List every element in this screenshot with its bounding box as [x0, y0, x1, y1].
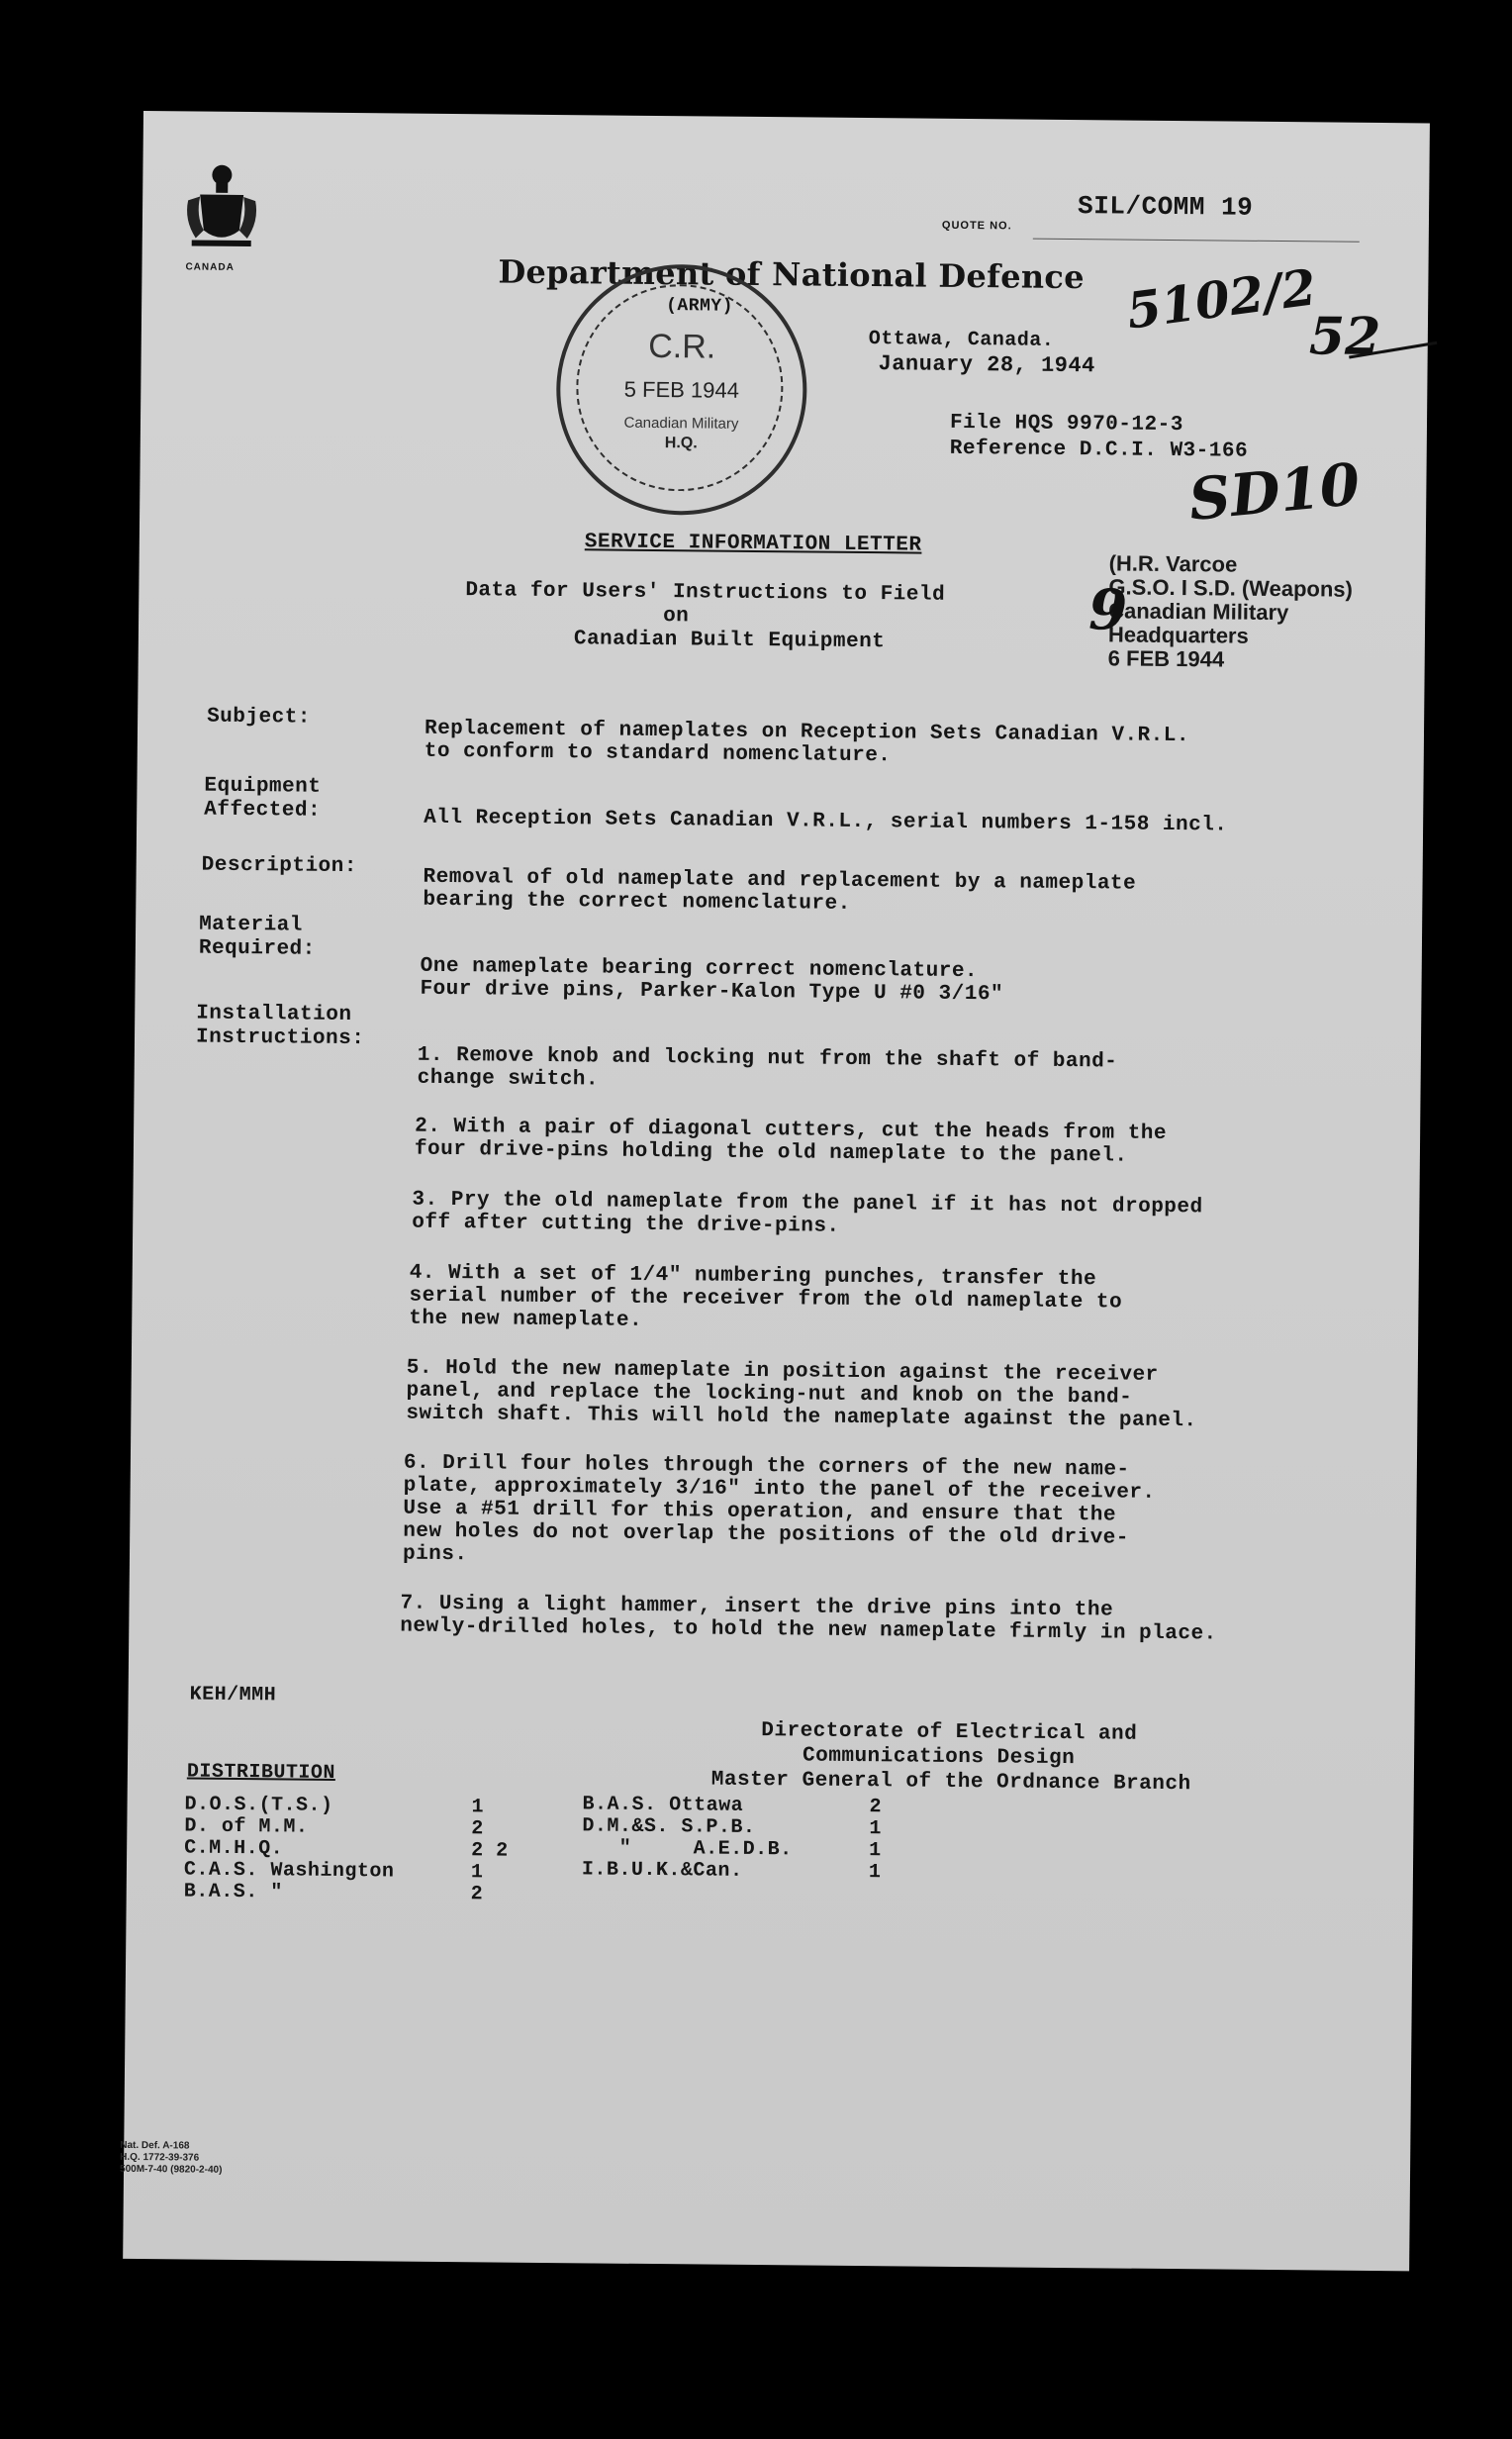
distribution-quantity: 1	[868, 1861, 882, 1885]
distribution-recipient: D. of M.M.	[184, 1814, 309, 1839]
instruction-step-6: 6. Drill four holes through the corners of the new name- plate, approximately 3/16" into the panel of the receiver. Use a #51 drill for this operation, and ensure that the new holes do not overlap the positions of the old drive- pins.	[402, 1451, 1156, 1567]
country-label: CANADA	[185, 261, 235, 273]
department-name: Department of National Defence	[498, 252, 1086, 297]
form-footer-line-2: H.Q. 1772-39-376	[120, 2151, 200, 2164]
form-footer-line-3: 500M-7-40 (9820-2-40)	[119, 2163, 223, 2176]
office-stamp-line-5: 6 FEB 1944	[1107, 645, 1225, 672]
received-stamp	[555, 263, 807, 516]
received-stamp-title: C.R.	[648, 327, 716, 366]
handwritten-number-2: 52	[1308, 306, 1381, 368]
instruction-step-3: 3. Pry the old nameplate from the panel if it has not dropped off after cutting the drive-pins.	[412, 1188, 1203, 1238]
office-stamp	[1108, 551, 1426, 673]
letter-date: January 28, 1944	[878, 351, 1095, 379]
distribution-left-list	[184, 1794, 531, 1905]
document-page	[119, 111, 1430, 2271]
place: Ottawa, Canada.	[868, 328, 1055, 352]
title-line-1: Data for Users' Instructions to Field	[465, 579, 946, 607]
instruction-step-2: 2. With a pair of diagonal cutters, cut the heads from the four drive-pins holding the old nameplate to the panel.	[414, 1115, 1168, 1168]
distribution-quantity: 1	[869, 1817, 882, 1841]
received-stamp-hq: H.Q.	[664, 435, 698, 452]
coat-of-arms-icon	[182, 160, 262, 260]
handwritten-number-4: 9	[1087, 577, 1128, 643]
distribution-recipient: B.A.S. "	[183, 1880, 283, 1904]
signature-line-3: Master General of the Ordnance Branch	[710, 1768, 1191, 1797]
instruction-step-5: 5. Hold the new nameplate in position against the receiver panel, and replace the locking-nut and knob on the band- switch shaft. This will hold the nameplate against the panel.	[406, 1356, 1197, 1433]
distribution-heading: DISTRIBUTION	[186, 1760, 336, 1785]
quote-rule	[1033, 239, 1360, 243]
distribution-quantity: 1	[869, 1839, 882, 1863]
letter-heading: SERVICE INFORMATION LETTER	[584, 531, 922, 557]
field-label-installation: Installation Instructions:	[195, 1002, 365, 1051]
field-text-description: Removal of old nameplate and replacement by a nameplate bearing the correct nomenclature.	[423, 865, 1137, 916]
field-label-equipment: Equipment Affected:	[204, 774, 322, 823]
handwritten-number-3: SD10	[1185, 449, 1364, 535]
distribution-recipient: C.A.S. Washington	[183, 1858, 395, 1884]
distribution-recipient: B.A.S. Ottawa	[582, 1793, 744, 1817]
office-stamp-line-2: G.S.O. I S.D. (Weapons)	[1108, 574, 1354, 602]
distribution-recipient: I.B.U.K.&Can.	[581, 1858, 743, 1883]
received-stamp-date: 5 FEB 1944	[623, 376, 740, 403]
distribution-quantity: 2	[470, 1883, 484, 1906]
typist-initials: KEH/MMH	[189, 1683, 277, 1707]
distribution-row	[582, 1859, 928, 1884]
distribution-quantity: 1	[471, 1796, 485, 1819]
instruction-step-7: 7. Using a light hammer, insert the drive pins into the newly-drilled holes, to hold the new nameplate firmly in place.	[400, 1592, 1217, 1646]
distribution-recipient: D.O.S.(T.S.)	[184, 1793, 333, 1817]
form-footer	[120, 2140, 223, 2177]
office-stamp-line-4: Headquarters	[1107, 622, 1249, 648]
department-branch: (ARMY)	[666, 296, 734, 317]
field-label-material: Material Required:	[198, 913, 316, 961]
signature-block	[711, 1718, 1191, 1798]
title-line-2: on	[663, 605, 690, 629]
field-text-equipment: All Reception Sets Canadian V.R.L., serial numbers 1-158 incl.	[424, 806, 1228, 837]
quote-number: SIL/COMM 19	[1077, 191, 1254, 223]
distribution-quantity: 2	[471, 1817, 484, 1841]
quote-label: QUOTE NO.	[941, 219, 1012, 233]
distribution-quantity: 2 2	[471, 1839, 509, 1863]
field-label-description: Description:	[201, 853, 358, 879]
title-line-3: Canadian Built Equipment	[573, 628, 886, 654]
instruction-step-4: 4. With a set of 1/4" numbering punches, transfer the serial number of the receiver from the old nameplate to the new nameplate.	[409, 1261, 1123, 1332]
file-number: File HQS 9970-12-3	[949, 411, 1183, 438]
distribution-row	[184, 1881, 530, 1905]
distribution-quantity: 2	[869, 1796, 883, 1819]
distribution-recipient: C.M.H.Q.	[184, 1836, 284, 1861]
reference-number: Reference D.C.I. W3-166	[949, 437, 1249, 463]
distribution-quantity: 1	[470, 1861, 484, 1885]
form-footer-line-1: Nat. Def. A-168	[120, 2139, 190, 2152]
office-stamp-line-3: Canadian Military	[1108, 598, 1289, 626]
handwritten-number-1: 5102/2	[1123, 257, 1320, 341]
distribution-recipient: " A.E.D.B.	[582, 1836, 793, 1862]
signature-line-1: Directorate of Electrical and	[761, 1719, 1138, 1746]
field-text-material: One nameplate bearing correct nomenclature. Four drive pins, Parker-Kalon Type U #0 3/16"	[420, 954, 1004, 1007]
distribution-right-list	[582, 1794, 929, 1884]
field-text-subject: Replacement of nameplates on Reception Sets Canadian V.R.L. to conform to standard nomenclature.	[424, 717, 1190, 768]
signature-line-2: Communications Design	[802, 1744, 1076, 1771]
field-label-subject: Subject:	[207, 705, 312, 730]
received-stamp-org: Canadian Military	[623, 414, 739, 433]
office-stamp-line-1: (H.R. Varcoe	[1108, 550, 1238, 577]
distribution-recipient: D.M.&S. S.P.B.	[582, 1814, 756, 1840]
instruction-step-1: 1. Remove knob and locking nut from the shaft of band- change switch.	[417, 1043, 1118, 1092]
